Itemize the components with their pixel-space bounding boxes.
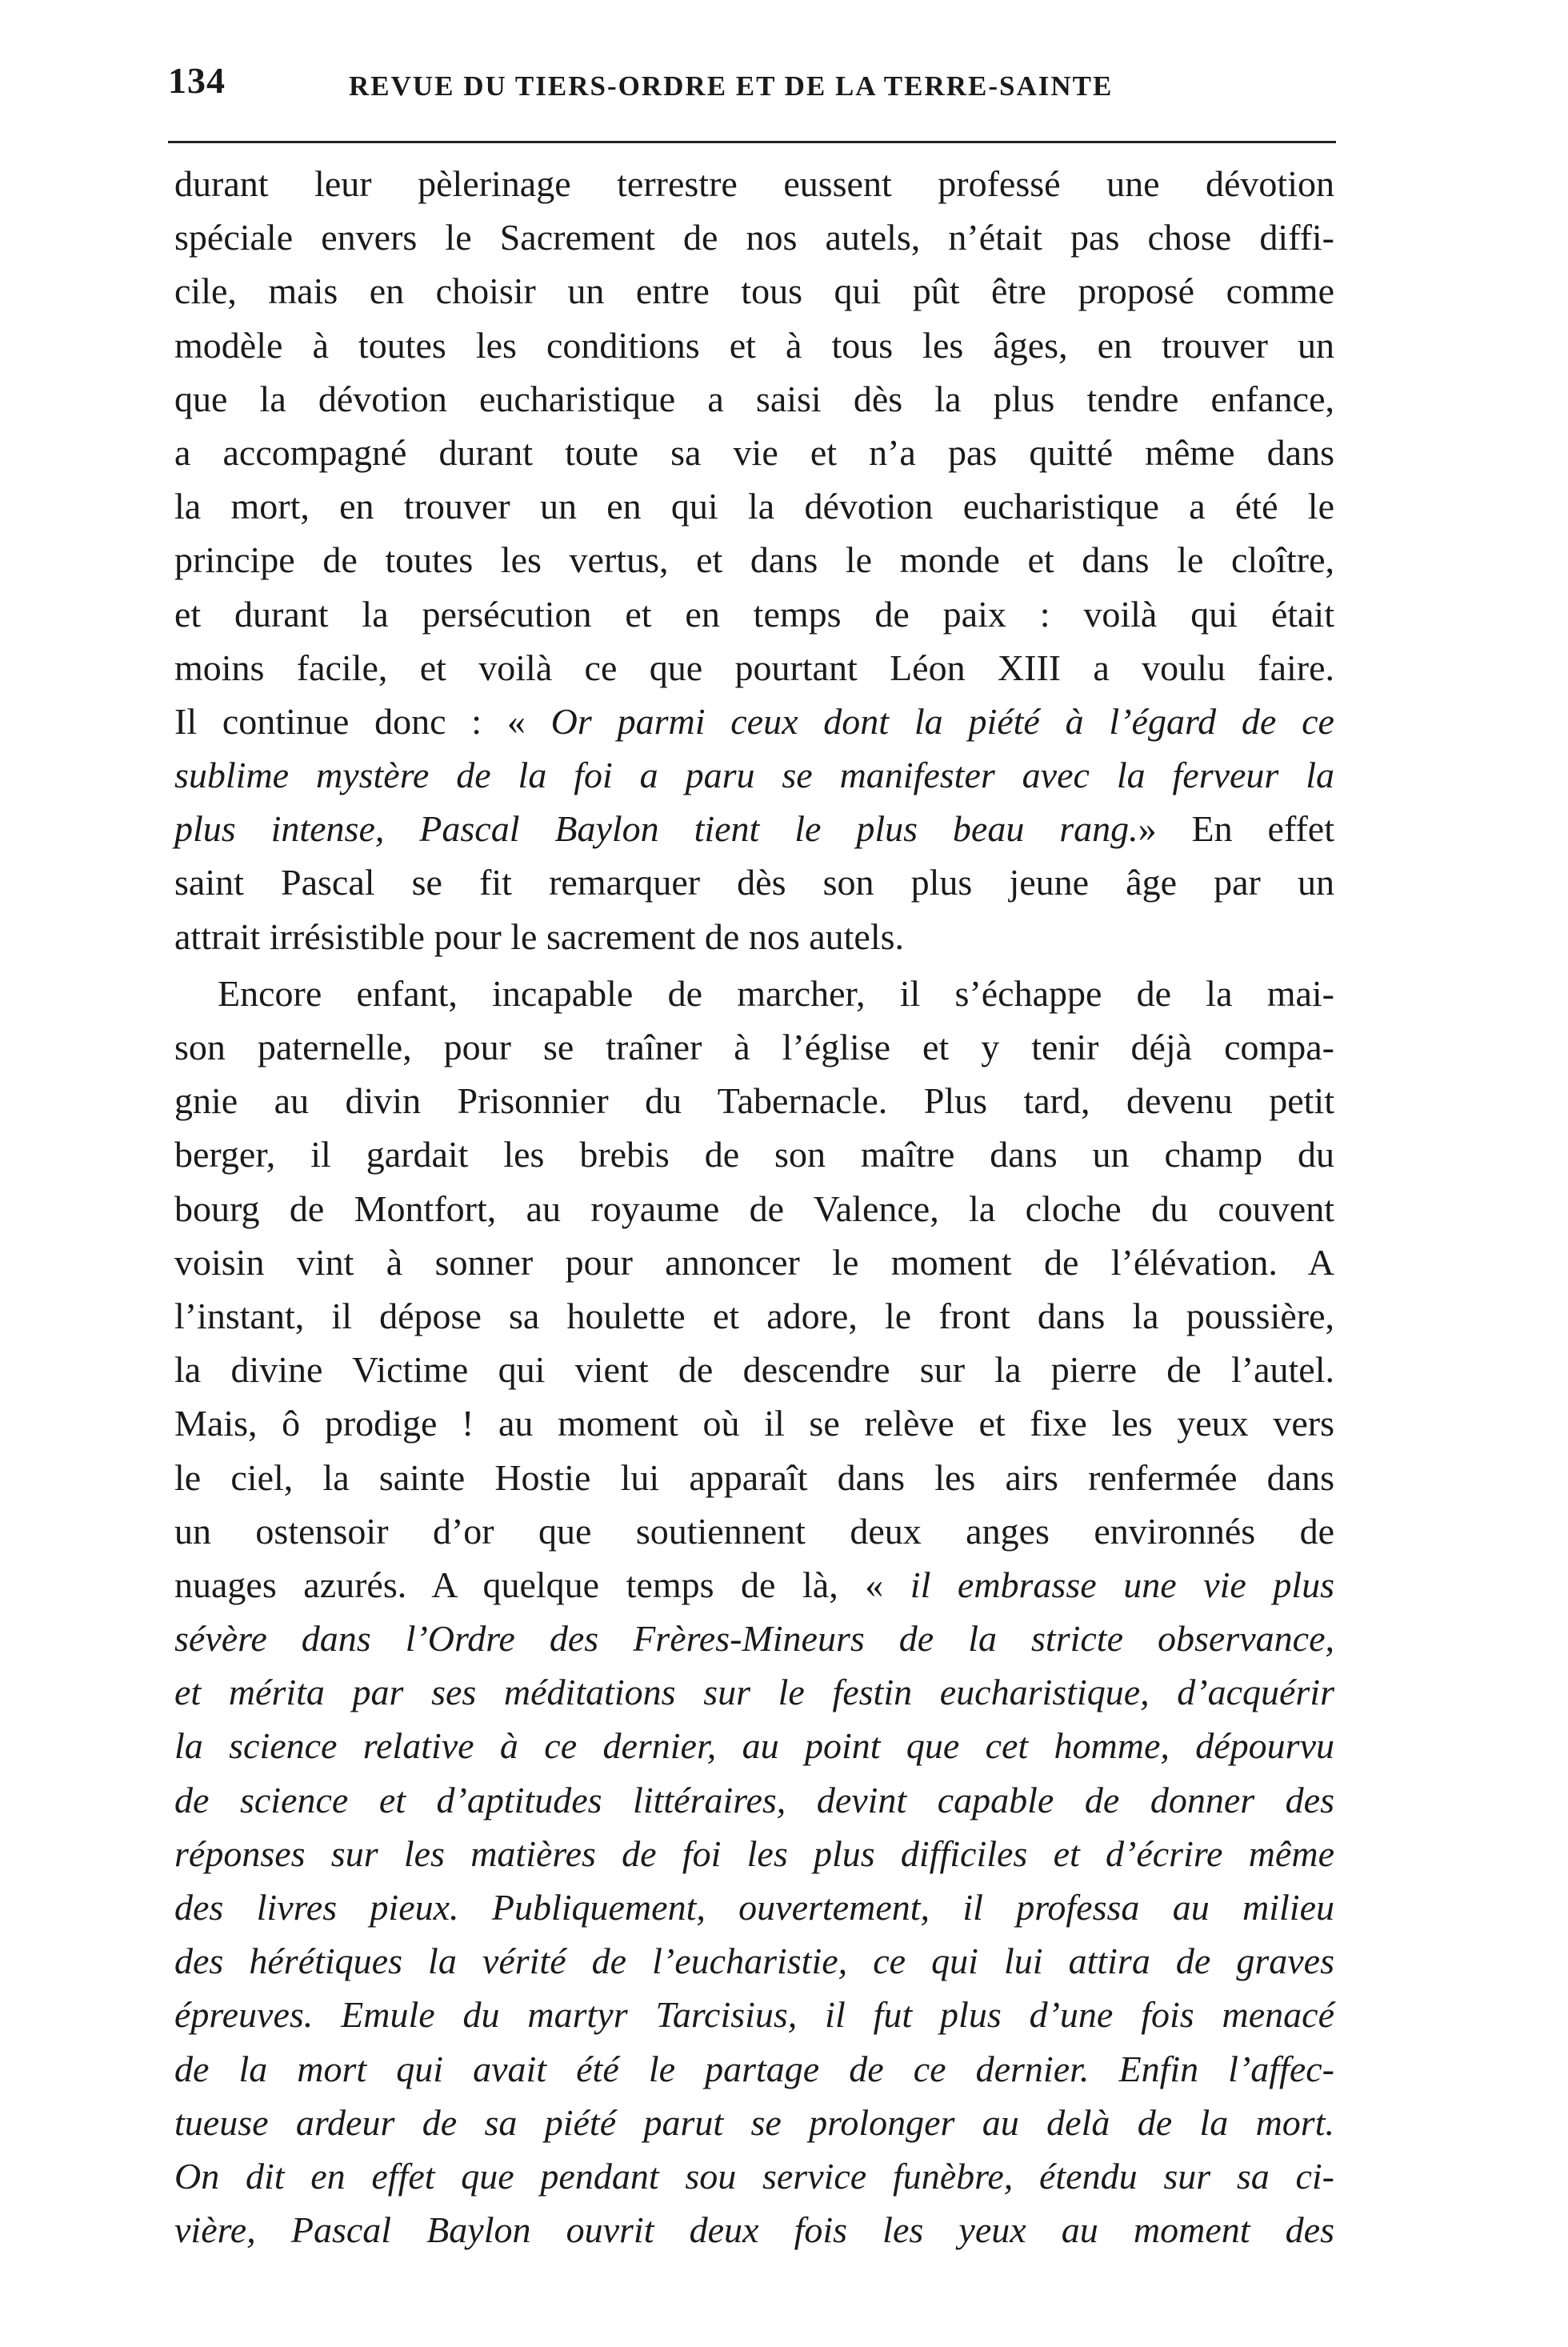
- roman-text: l’instant, il dépose sa houlette et adore, le front dans la poussière,: [174, 1295, 1334, 1336]
- roman-text: Il continue donc : «: [174, 700, 551, 742]
- paragraph-2: [174, 967, 1334, 2257]
- text-line: [174, 157, 1334, 210]
- roman-text: que la dévotion eucharistique a saisi dès la plus tendre enfance,: [174, 378, 1334, 419]
- italic-text: sublime mystère de la foi a paru se manifester avec la ferveur la: [174, 755, 1334, 796]
- text-line: [174, 1612, 1334, 1665]
- text-line: [174, 372, 1334, 426]
- text-line: [174, 855, 1334, 909]
- page-number: 134: [168, 60, 226, 101]
- roman-text: et durant la persécution et en temps de paix : voilà qui était: [174, 593, 1334, 635]
- roman-text: la mort, en trouver un en qui la dévotion eucharistique a été le: [174, 486, 1334, 527]
- text-line: [174, 1880, 1334, 1934]
- text-line: [174, 1558, 1334, 1612]
- text-line: [174, 2096, 1334, 2149]
- italic-text: On dit en effet que pendant sou service funèbre, étendu sur sa ci-: [174, 2155, 1334, 2197]
- text-line: [174, 264, 1334, 318]
- text-line: [174, 2203, 1334, 2257]
- italic-text: sévère dans l’Ordre des Frères-Mineurs de la stricte observance,: [174, 1618, 1334, 1660]
- text-line: [174, 1719, 1334, 1772]
- text-line: [174, 318, 1334, 372]
- roman-text: le ciel, la sainte Hostie lui apparaît dans les airs renfermée dans: [174, 1456, 1334, 1498]
- italic-text: vière, Pascal Baylon ouvrit deux fois les yeux au moment des: [174, 2209, 1334, 2251]
- roman-text: a accompagné durant toute sa vie et n’a pas quitté même dans: [174, 431, 1334, 473]
- roman-text: son paternelle, pour se traîner à l’église et y tenir déjà compa-: [174, 1027, 1334, 1067]
- roman-text: nuages azurés. A quelque temps de là, «: [174, 1564, 910, 1605]
- page-header: [168, 59, 1336, 115]
- italic-text: épreuves. Emule du martyr Tarcisius, il fut plus d’une fois menacé: [174, 1994, 1334, 2036]
- text-line: [174, 1020, 1334, 1074]
- roman-text: la divine Victime qui vient de descendre sur la pierre de l’autel.: [174, 1349, 1334, 1391]
- roman-text: berger, il gardait les brebis de son maître dans un champ du: [174, 1134, 1334, 1176]
- roman-text: attrait irrésistible pour le sacrement de nos autels.: [174, 915, 905, 957]
- body-text: [174, 157, 1334, 2257]
- italic-text: et mérita par ses méditations sur le festin eucharistique, d’acquérir: [174, 1672, 1334, 1713]
- italic-text: réponses sur les matières de foi les plus difficiles et d’écrire même: [174, 1832, 1334, 1874]
- italic-text: des hérétiques la vérité de l’eucharistie, ce qui lui attira de graves: [174, 1940, 1334, 1982]
- text-line: [174, 1827, 1334, 1880]
- text-line: [174, 802, 1334, 855]
- roman-text: durant leur pèlerinage terrestre eussent professé une dévotion: [174, 163, 1334, 204]
- text-line: [174, 1127, 1334, 1181]
- italic-text: il embrasse une vie plus: [910, 1564, 1334, 1605]
- roman-text: Mais, ô prodige ! au moment où il se relève et fixe les yeux vers: [174, 1403, 1334, 1444]
- text-line: [174, 426, 1334, 479]
- text-line: [174, 1773, 1334, 1827]
- text-line: [174, 748, 1334, 802]
- roman-text: un ostensoir d’or que soutiennent deux anges environnés de: [174, 1510, 1334, 1552]
- text-line: [174, 1451, 1334, 1504]
- italic-text: de la mort qui avait été le partage de ce dernier. Enfin l’affec-: [174, 2048, 1334, 2089]
- text-line: [174, 1504, 1334, 1558]
- text-line: [174, 641, 1334, 695]
- roman-text: Encore enfant, incapable de marcher, il s’échappe de la mai-: [218, 972, 1334, 1014]
- text-line: [174, 2149, 1334, 2203]
- text-line: [174, 967, 1334, 1020]
- text-line: [174, 533, 1334, 587]
- italic-text: de science et d’aptitudes littéraires, devint capable de donner des: [174, 1779, 1334, 1820]
- header-rule: [168, 141, 1336, 143]
- roman-text: moins facile, et voilà ce que pourtant Léon XIII a voulu faire.: [174, 647, 1334, 688]
- italic-text: Or parmi ceux dont la piété à l’égard de ce: [550, 700, 1334, 742]
- text-line: [174, 910, 1334, 963]
- text-line: [174, 1236, 1334, 1289]
- text-line: [174, 479, 1334, 533]
- italic-text: la science relative à ce dernier, au point que cet homme, dépourvu: [174, 1725, 1334, 1767]
- roman-text: principe de toutes les vertus, et dans le monde et dans le cloître,: [174, 539, 1334, 581]
- text-line: [174, 1182, 1334, 1236]
- roman-text: bourg de Montfort, au royaume de Valence, la cloche du couvent: [174, 1188, 1334, 1229]
- roman-text: modèle à toutes les conditions et à tous les âges, en trouver un: [174, 324, 1334, 366]
- text-line: [174, 1343, 1334, 1396]
- paragraph-1: [174, 157, 1334, 963]
- text-line: [174, 210, 1334, 264]
- text-line: [174, 1665, 1334, 1719]
- running-title: REVUE DU TIERS-ORDRE ET DE LA TERRE-SAINTE: [349, 70, 1114, 102]
- roman-text: spéciale envers le Sacrement de nos autels, n’était pas chose diffi-: [174, 217, 1334, 258]
- roman-text: voisin vint à sonner pour annoncer le moment de l’élévation. A: [174, 1241, 1334, 1283]
- text-line: [174, 1396, 1334, 1450]
- text-line: [174, 1988, 1334, 2041]
- roman-text: saint Pascal se fit remarquer dès son plus jeune âge par un: [174, 862, 1334, 903]
- text-line: [174, 1074, 1334, 1127]
- roman-text: » En effet: [1138, 808, 1334, 850]
- roman-text: gnie au divin Prisonnier du Tabernacle. Plus tard, devenu petit: [174, 1080, 1334, 1122]
- text-line: [174, 587, 1334, 641]
- italic-text: des livres pieux. Publiquement, ouvertement, il professa au milieu: [174, 1887, 1334, 1928]
- italic-text: tueuse ardeur de sa piété parut se prolonger au delà de la mort.: [174, 2101, 1334, 2143]
- text-line: [174, 2042, 1334, 2096]
- text-line: [174, 1934, 1334, 1988]
- text-line: [174, 695, 1334, 748]
- text-line: [174, 1289, 1334, 1343]
- italic-text: plus intense, Pascal Baylon tient le plus beau rang.: [174, 808, 1138, 850]
- roman-text: cile, mais en choisir un entre tous qui pût être proposé comme: [174, 270, 1334, 312]
